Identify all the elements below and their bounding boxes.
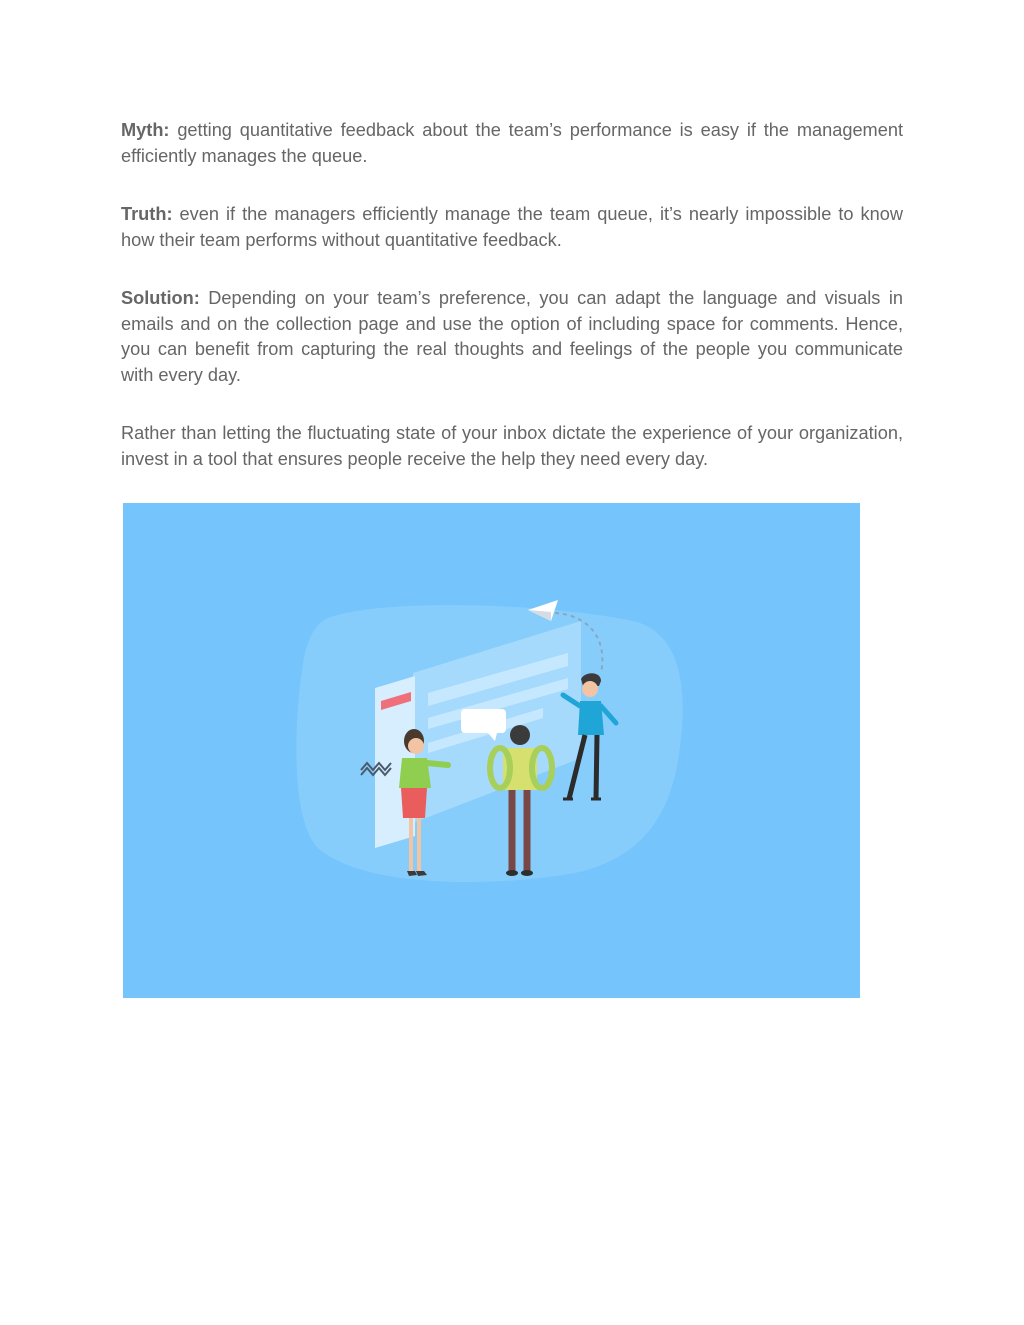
- truth-text: even if the managers efficiently manage the team queue, it’s nearly impossible to know how their team performs without quantitative feedback.: [121, 204, 903, 250]
- team-feedback-illustration: [123, 503, 860, 998]
- myth-text: getting quantitative feedback about the team’s performance is easy if the management efficiently manages the queue.: [121, 120, 903, 166]
- solution-text: Depending on your team’s preference, you can adapt the language and visuals in emails and on the collection page and use the option of including space for comments. Hence, you can benefit from capturing the real thoughts and feelings of the people you communicate with every day.: [121, 288, 903, 385]
- illustration-svg: [123, 503, 860, 998]
- document-body: [121, 118, 903, 505]
- closing-text: Rather than letting the fluctuating state of your inbox dictate the experience of your organization, invest in a tool that ensures people receive the help they need every day.: [121, 423, 903, 469]
- truth-paragraph: [121, 202, 903, 253]
- closing-paragraph: [121, 421, 903, 472]
- truth-label: Truth:: [121, 204, 173, 224]
- myth-paragraph: [121, 118, 903, 169]
- solution-paragraph: [121, 286, 903, 388]
- speech-bubble: [461, 709, 506, 733]
- myth-label: Myth:: [121, 120, 170, 140]
- solution-label: Solution:: [121, 288, 200, 308]
